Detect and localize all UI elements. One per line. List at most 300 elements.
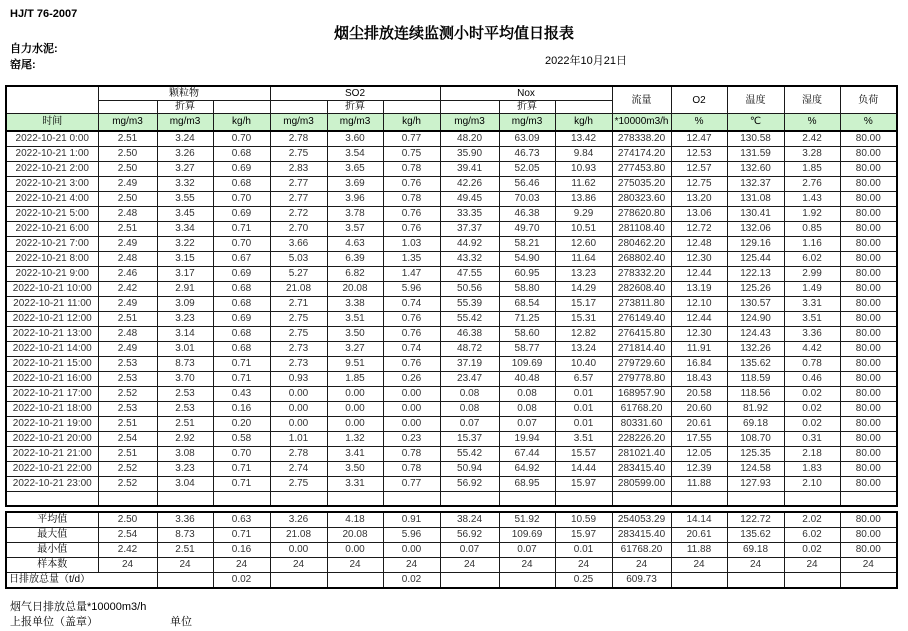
table-row (6, 447, 897, 462)
value-cell: 10.40 (555, 357, 612, 372)
standard-number: HJ/T 76-2007 (10, 8, 78, 20)
value-cell: 0.00 (270, 402, 327, 417)
value-cell: 2.74 (270, 462, 327, 477)
value-cell: 0.08 (499, 387, 555, 402)
table-row (6, 282, 897, 297)
value-cell: 0.00 (383, 402, 440, 417)
value-cell: 58.60 (499, 327, 555, 342)
report-table (5, 85, 898, 507)
value-cell: 0.69 (213, 312, 270, 327)
value-cell: 135.62 (727, 357, 784, 372)
empty-cell (98, 492, 157, 507)
value-cell: 80.00 (840, 237, 897, 252)
time-cell: 2022-10-21 3:00 (6, 177, 98, 192)
value-cell: 44.92 (440, 237, 499, 252)
summary-value-cell: 80.00 (840, 543, 897, 558)
value-cell: 3.34 (157, 222, 213, 237)
value-cell: 277453.80 (612, 162, 671, 177)
summary-value-cell: 135.62 (727, 528, 784, 543)
value-cell: 11.88 (671, 477, 727, 492)
summary-value-cell: 0.63 (213, 512, 270, 528)
summary-value-cell: 0.00 (383, 543, 440, 558)
summary-label: 样本数 (6, 558, 98, 573)
value-cell: 131.08 (727, 192, 784, 207)
group-nox: Nox (440, 86, 612, 101)
value-cell: 12.60 (555, 237, 612, 252)
value-cell: 12.82 (555, 327, 612, 342)
value-cell: 0.76 (383, 312, 440, 327)
value-cell: 9.84 (555, 147, 612, 162)
value-cell: 0.02 (784, 387, 840, 402)
time-cell: 2022-10-21 18:00 (6, 402, 98, 417)
value-cell: 281108.40 (612, 222, 671, 237)
time-cell: 2022-10-21 22:00 (6, 462, 98, 477)
value-cell: 15.37 (440, 432, 499, 447)
value-cell: 3.51 (327, 312, 383, 327)
summary-value-cell: 6.02 (784, 528, 840, 543)
value-cell: 280599.00 (612, 477, 671, 492)
summary-value-cell: 24 (784, 558, 840, 573)
value-cell: 2.77 (270, 177, 327, 192)
value-cell: 80.00 (840, 177, 897, 192)
value-cell: 15.57 (555, 447, 612, 462)
value-cell: 3.27 (327, 342, 383, 357)
value-cell: 3.78 (327, 207, 383, 222)
value-cell: 109.69 (499, 357, 555, 372)
value-cell: 1.01 (270, 432, 327, 447)
summary-value-cell: 24 (440, 558, 499, 573)
value-cell: 52.05 (499, 162, 555, 177)
daily-total-value-cell: 0.25 (555, 573, 612, 589)
empty-cell (270, 492, 327, 507)
value-cell: 0.74 (383, 342, 440, 357)
summary-value-cell: 24 (612, 558, 671, 573)
daily-total-label: 日排放总量（t/d） (6, 573, 157, 589)
value-cell: 6.57 (555, 372, 612, 387)
table-row (6, 477, 897, 492)
value-cell: 0.76 (383, 357, 440, 372)
empty-cell (157, 492, 213, 507)
value-cell: 0.71 (213, 477, 270, 492)
col-flow: 流量 (612, 86, 671, 114)
spacer-row (6, 492, 897, 507)
value-cell: 1.16 (784, 237, 840, 252)
value-cell: 0.70 (213, 237, 270, 252)
value-cell: 39.41 (440, 162, 499, 177)
report-table-area (5, 85, 898, 589)
value-cell: 12.30 (671, 252, 727, 267)
value-cell: 3.36 (784, 327, 840, 342)
unit-header-cell: % (840, 114, 897, 132)
value-cell: 56.92 (440, 477, 499, 492)
value-cell: 48.20 (440, 131, 499, 147)
daily-total-value-cell: 609.73 (612, 573, 671, 589)
value-cell: 20.61 (671, 417, 727, 432)
time-cell: 2022-10-21 0:00 (6, 131, 98, 147)
empty-cell (327, 492, 383, 507)
value-cell: 118.59 (727, 372, 784, 387)
summary-value-cell: 3.36 (157, 512, 213, 528)
value-cell: 2.53 (98, 402, 157, 417)
value-cell: 12.57 (671, 162, 727, 177)
value-cell: 58.21 (499, 237, 555, 252)
value-cell: 2.51 (98, 131, 157, 147)
value-cell: 0.69 (213, 162, 270, 177)
col-temperature: 温度 (727, 86, 784, 114)
value-cell: 81.92 (727, 402, 784, 417)
value-cell: 13.24 (555, 342, 612, 357)
summary-value-cell: 14.14 (671, 512, 727, 528)
value-cell: 80.00 (840, 162, 897, 177)
summary-value-cell: 20.61 (671, 528, 727, 543)
value-cell: 80.00 (840, 342, 897, 357)
value-cell: 0.58 (213, 432, 270, 447)
value-cell: 132.26 (727, 342, 784, 357)
table-row (6, 417, 897, 432)
value-cell: 0.76 (383, 222, 440, 237)
value-cell: 0.68 (213, 282, 270, 297)
value-cell: 0.01 (555, 402, 612, 417)
value-cell: 2.53 (157, 387, 213, 402)
daily-total-value-cell (440, 573, 499, 589)
time-cell: 2022-10-21 13:00 (6, 327, 98, 342)
value-cell: 0.20 (213, 417, 270, 432)
table-row (6, 267, 897, 282)
col-o2: O2 (671, 86, 727, 114)
data-rows (6, 131, 897, 492)
time-cell: 2022-10-21 14:00 (6, 342, 98, 357)
time-cell: 2022-10-21 12:00 (6, 312, 98, 327)
table-row (6, 297, 897, 312)
unit-header-cell: mg/m3 (440, 114, 499, 132)
unit-label: 单位 (170, 616, 192, 628)
summary-value-cell: 5.96 (383, 528, 440, 543)
value-cell: 282608.40 (612, 282, 671, 297)
value-cell: 80.00 (840, 327, 897, 342)
daily-total-value-cell: 0.02 (383, 573, 440, 589)
value-cell: 279778.80 (612, 372, 671, 387)
value-cell: 2.92 (157, 432, 213, 447)
daily-total-value-cell (499, 573, 555, 589)
value-cell: 0.75 (383, 147, 440, 162)
summary-value-cell: 24 (499, 558, 555, 573)
value-cell: 0.70 (213, 192, 270, 207)
value-cell: 2.77 (270, 192, 327, 207)
unit-header-cell: mg/m3 (270, 114, 327, 132)
summary-value-cell: 254053.29 (612, 512, 671, 528)
value-cell: 0.76 (383, 207, 440, 222)
value-cell: 80.00 (840, 192, 897, 207)
value-cell: 3.41 (327, 447, 383, 462)
value-cell: 2.50 (98, 162, 157, 177)
summary-row (6, 528, 897, 543)
value-cell: 11.64 (555, 252, 612, 267)
value-cell: 3.23 (157, 312, 213, 327)
converted-label-so2: 折算 (327, 101, 383, 114)
value-cell: 47.55 (440, 267, 499, 282)
value-cell: 68.54 (499, 297, 555, 312)
time-cell: 2022-10-21 21:00 (6, 447, 98, 462)
value-cell: 1.47 (383, 267, 440, 282)
value-cell: 55.42 (440, 312, 499, 327)
value-cell: 80.00 (840, 312, 897, 327)
value-cell: 12.05 (671, 447, 727, 462)
value-cell: 2.52 (98, 387, 157, 402)
value-cell: 2.49 (98, 237, 157, 252)
value-cell: 0.68 (213, 327, 270, 342)
value-cell: 13.20 (671, 192, 727, 207)
value-cell: 4.42 (784, 342, 840, 357)
empty-cell (784, 492, 840, 507)
time-cell: 2022-10-21 6:00 (6, 222, 98, 237)
value-cell: 2.42 (98, 282, 157, 297)
time-cell: 2022-10-21 4:00 (6, 192, 98, 207)
value-cell: 2.52 (98, 477, 157, 492)
value-cell: 2.53 (157, 402, 213, 417)
value-cell: 2.53 (98, 357, 157, 372)
value-cell: 13.23 (555, 267, 612, 282)
value-cell: 20.58 (671, 387, 727, 402)
value-cell: 37.37 (440, 222, 499, 237)
value-cell: 3.55 (157, 192, 213, 207)
value-cell: 13.86 (555, 192, 612, 207)
value-cell: 0.00 (327, 417, 383, 432)
report-date: 2022年10月21日 (545, 55, 627, 67)
time-cell: 2022-10-21 2:00 (6, 162, 98, 177)
summary-value-cell: 122.72 (727, 512, 784, 528)
value-cell: 2.48 (98, 207, 157, 222)
value-cell: 0.68 (213, 342, 270, 357)
value-cell: 3.50 (327, 462, 383, 477)
value-cell: 1.83 (784, 462, 840, 477)
summary-value-cell: 56.92 (440, 528, 499, 543)
summary-label: 最小值 (6, 543, 98, 558)
value-cell: 2.49 (98, 297, 157, 312)
value-cell: 130.41 (727, 207, 784, 222)
value-cell: 279729.60 (612, 357, 671, 372)
value-cell: 37.19 (440, 357, 499, 372)
value-cell: 3.09 (157, 297, 213, 312)
value-cell: 108.70 (727, 432, 784, 447)
kiln-label: 窑尾: (10, 59, 36, 71)
time-cell: 2022-10-21 9:00 (6, 267, 98, 282)
unit-header-cell: % (671, 114, 727, 132)
value-cell: 46.73 (499, 147, 555, 162)
value-cell: 3.31 (327, 477, 383, 492)
value-cell: 275035.20 (612, 177, 671, 192)
header-row-groups (6, 86, 897, 101)
table-row (6, 387, 897, 402)
value-cell: 80.00 (840, 402, 897, 417)
unit-header-cell: *10000m3/h (612, 114, 671, 132)
value-cell: 0.00 (327, 387, 383, 402)
value-cell: 0.08 (499, 402, 555, 417)
value-cell: 16.84 (671, 357, 727, 372)
value-cell: 0.31 (784, 432, 840, 447)
value-cell: 2.10 (784, 477, 840, 492)
value-cell: 3.66 (270, 237, 327, 252)
value-cell: 12.48 (671, 237, 727, 252)
value-cell: 12.10 (671, 297, 727, 312)
value-cell: 3.26 (157, 147, 213, 162)
empty-cell (383, 492, 440, 507)
value-cell: 2.50 (98, 147, 157, 162)
value-cell: 5.96 (383, 282, 440, 297)
value-cell: 1.03 (383, 237, 440, 252)
value-cell: 12.39 (671, 462, 727, 477)
summary-value-cell: 0.01 (555, 543, 612, 558)
value-cell: 50.94 (440, 462, 499, 477)
value-cell: 3.50 (327, 327, 383, 342)
summary-value-cell: 2.50 (98, 512, 157, 528)
daily-total-value-cell (671, 573, 727, 589)
summary-value-cell: 20.08 (327, 528, 383, 543)
value-cell: 0.70 (213, 131, 270, 147)
value-cell: 1.92 (784, 207, 840, 222)
value-cell: 12.30 (671, 327, 727, 342)
summary-value-cell: 24 (383, 558, 440, 573)
value-cell: 2.53 (98, 372, 157, 387)
value-cell: 0.23 (383, 432, 440, 447)
value-cell: 280323.60 (612, 192, 671, 207)
empty-cell (440, 492, 499, 507)
table-row (6, 207, 897, 222)
flue-daily-total-note: 烟气日排放总量*10000m3/h (10, 601, 147, 613)
value-cell: 132.60 (727, 162, 784, 177)
value-cell: 50.56 (440, 282, 499, 297)
value-cell: 18.43 (671, 372, 727, 387)
value-cell: 0.69 (213, 207, 270, 222)
value-cell: 0.74 (383, 297, 440, 312)
value-cell: 0.71 (213, 462, 270, 477)
time-cell: 2022-10-21 11:00 (6, 297, 98, 312)
summary-value-cell: 2.42 (98, 543, 157, 558)
summary-value-cell: 0.07 (499, 543, 555, 558)
value-cell: 2.42 (784, 131, 840, 147)
value-cell: 9.29 (555, 207, 612, 222)
value-cell: 14.44 (555, 462, 612, 477)
summary-label: 最大值 (6, 528, 98, 543)
value-cell: 6.39 (327, 252, 383, 267)
value-cell: 0.76 (383, 177, 440, 192)
summary-value-cell: 24 (157, 558, 213, 573)
time-cell: 2022-10-21 16:00 (6, 372, 98, 387)
value-cell: 125.26 (727, 282, 784, 297)
value-cell: 12.72 (671, 222, 727, 237)
value-cell: 2.75 (270, 312, 327, 327)
value-cell: 0.68 (213, 177, 270, 192)
value-cell: 2.75 (270, 327, 327, 342)
empty-cell (840, 492, 897, 507)
value-cell: 3.54 (327, 147, 383, 162)
value-cell: 0.68 (213, 297, 270, 312)
value-cell: 3.27 (157, 162, 213, 177)
value-cell: 3.04 (157, 477, 213, 492)
summary-value-cell: 3.26 (270, 512, 327, 528)
time-cell: 2022-10-21 5:00 (6, 207, 98, 222)
value-cell: 12.75 (671, 177, 727, 192)
value-cell: 3.08 (157, 447, 213, 462)
value-cell: 61768.20 (612, 402, 671, 417)
value-cell: 80.00 (840, 131, 897, 147)
value-cell: 3.15 (157, 252, 213, 267)
summary-value-cell: 109.69 (499, 528, 555, 543)
value-cell: 3.69 (327, 177, 383, 192)
value-cell: 2.54 (98, 432, 157, 447)
value-cell: 80.00 (840, 417, 897, 432)
value-cell: 2.70 (270, 222, 327, 237)
summary-value-cell: 0.07 (440, 543, 499, 558)
value-cell: 280462.20 (612, 237, 671, 252)
value-cell: 2.51 (98, 447, 157, 462)
value-cell: 0.76 (383, 327, 440, 342)
value-cell: 46.38 (499, 207, 555, 222)
value-cell: 2.51 (98, 222, 157, 237)
value-cell: 132.37 (727, 177, 784, 192)
value-cell: 69.18 (727, 417, 784, 432)
value-cell: 2.48 (98, 252, 157, 267)
value-cell: 70.03 (499, 192, 555, 207)
value-cell: 0.08 (440, 402, 499, 417)
value-cell: 80.00 (840, 462, 897, 477)
summary-value-cell: 24 (270, 558, 327, 573)
value-cell: 58.80 (499, 282, 555, 297)
value-cell: 6.02 (784, 252, 840, 267)
value-cell: 80.00 (840, 357, 897, 372)
time-cell: 2022-10-21 1:00 (6, 147, 98, 162)
value-cell: 0.00 (327, 402, 383, 417)
unit-header-cell: mg/m3 (499, 114, 555, 132)
group-particulate: 颗粒物 (98, 86, 270, 101)
value-cell: 3.31 (784, 297, 840, 312)
table-row (6, 462, 897, 477)
value-cell: 15.97 (555, 477, 612, 492)
value-cell: 0.43 (213, 387, 270, 402)
unit-header-cell: kg/h (555, 114, 612, 132)
value-cell: 0.02 (784, 417, 840, 432)
value-cell: 20.60 (671, 402, 727, 417)
value-cell: 0.02 (784, 402, 840, 417)
summary-value-cell: 283415.40 (612, 528, 671, 543)
table-row (6, 357, 897, 372)
value-cell: 1.85 (327, 372, 383, 387)
value-cell: 5.03 (270, 252, 327, 267)
value-cell: 67.44 (499, 447, 555, 462)
value-cell: 0.78 (383, 192, 440, 207)
summary-value-cell: 0.71 (213, 528, 270, 543)
value-cell: 2.51 (157, 417, 213, 432)
table-row (6, 402, 897, 417)
summary-row (6, 512, 897, 528)
summary-value-cell: 4.18 (327, 512, 383, 528)
value-cell: 40.48 (499, 372, 555, 387)
value-cell: 278332.20 (612, 267, 671, 282)
value-cell: 276415.80 (612, 327, 671, 342)
unit-header-cell: mg/m3 (157, 114, 213, 132)
table-row (6, 237, 897, 252)
unit-header-cell: mg/m3 (98, 114, 157, 132)
value-cell: 0.00 (270, 387, 327, 402)
table-row (6, 327, 897, 342)
value-cell: 0.71 (213, 372, 270, 387)
value-cell: 268802.40 (612, 252, 671, 267)
group-so2: SO2 (270, 86, 440, 101)
value-cell: 60.95 (499, 267, 555, 282)
value-cell: 80.00 (840, 222, 897, 237)
summary-value-cell: 80.00 (840, 512, 897, 528)
value-cell: 58.77 (499, 342, 555, 357)
value-cell: 21.08 (270, 282, 327, 297)
